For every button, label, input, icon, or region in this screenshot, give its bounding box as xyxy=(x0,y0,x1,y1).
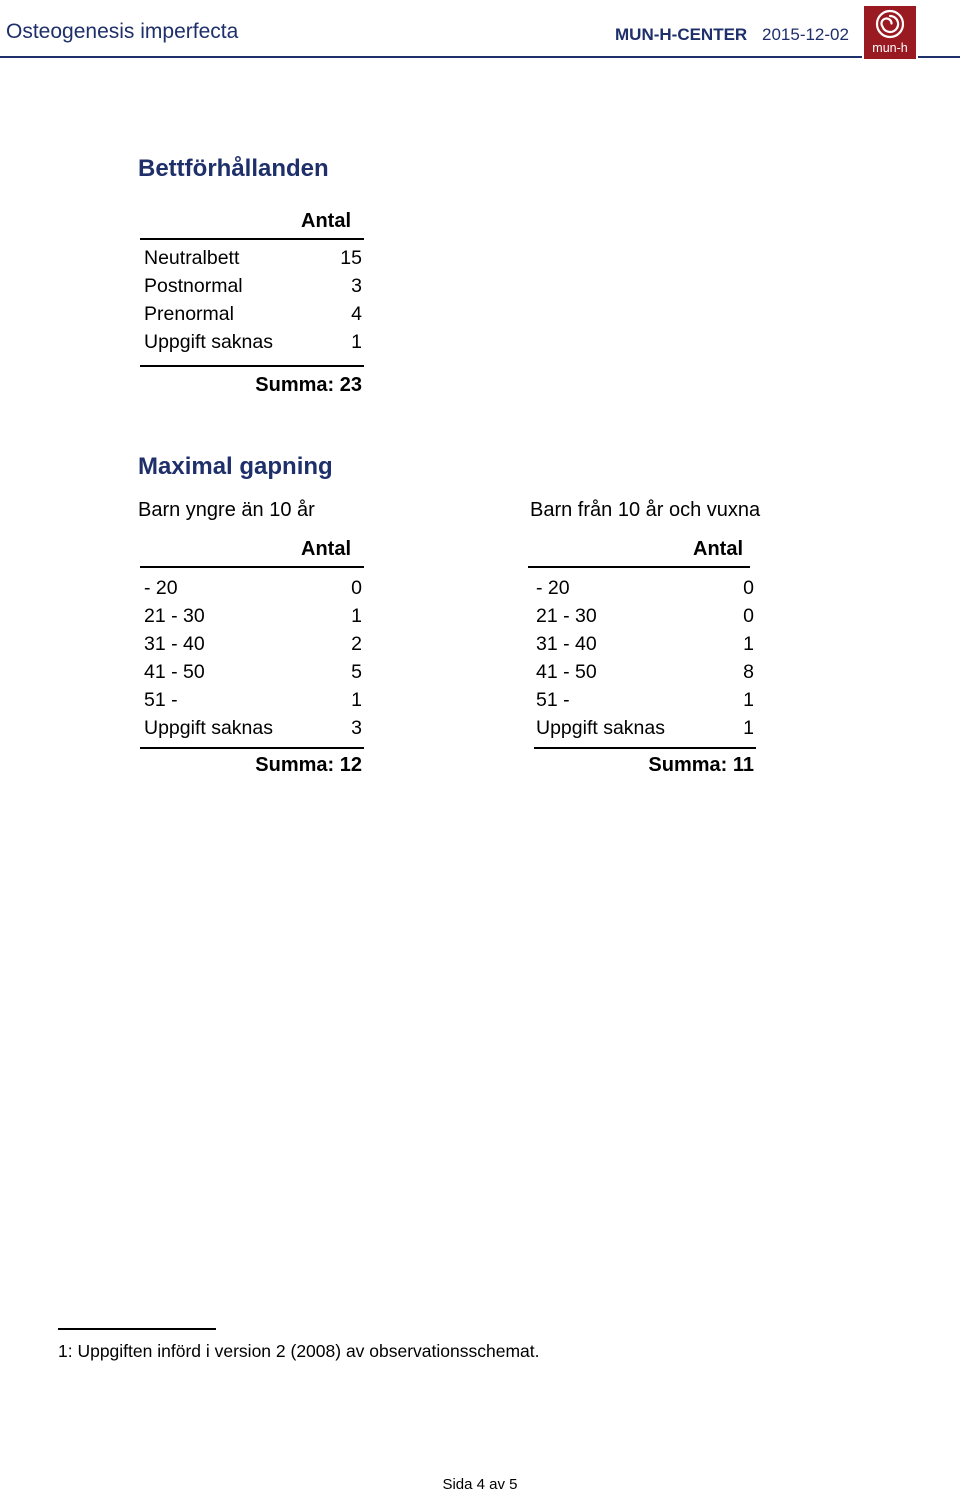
row-value: 3 xyxy=(351,275,362,297)
gapning-children-table xyxy=(138,536,364,781)
row-value: 3 xyxy=(351,717,362,739)
page-number: Sida 4 av 5 xyxy=(442,1476,518,1493)
table-sum-rule xyxy=(140,747,364,749)
row-label: Uppgift saknas xyxy=(144,331,273,353)
row-value: 1 xyxy=(743,717,754,739)
table-row xyxy=(530,658,756,686)
spiral-icon xyxy=(864,6,916,42)
gapning-adults-table xyxy=(530,536,756,781)
row-label: 41 - 50 xyxy=(144,661,205,683)
row-value: 0 xyxy=(351,577,362,599)
row-label: 21 - 30 xyxy=(144,605,205,627)
table-sum-rule xyxy=(140,365,364,367)
table-row xyxy=(138,574,364,602)
row-value: 0 xyxy=(743,605,754,627)
table-row xyxy=(530,574,756,602)
footnote: 1: Uppgiften införd i version 2 (2008) av observationsschemat. xyxy=(58,1341,540,1361)
table-sum-rule xyxy=(534,747,756,749)
table-row xyxy=(530,630,756,658)
table-row xyxy=(530,686,756,714)
row-label: Postnormal xyxy=(144,275,243,297)
row-value: 1 xyxy=(351,331,362,353)
table-row xyxy=(530,602,756,630)
table-row xyxy=(138,602,364,630)
row-value: 0 xyxy=(743,577,754,599)
subtitle-children: Barn yngre än 10 år xyxy=(138,499,315,521)
table-sum: Summa: 23 xyxy=(255,374,362,396)
row-value: 1 xyxy=(351,605,362,627)
table-row xyxy=(138,658,364,686)
table-header-rule xyxy=(140,566,364,568)
table-row xyxy=(138,272,364,300)
table-row xyxy=(138,328,364,356)
row-label: 21 - 30 xyxy=(536,605,597,627)
table-row xyxy=(138,300,364,328)
table-row xyxy=(138,686,364,714)
header-divider xyxy=(0,56,862,58)
row-label: 31 - 40 xyxy=(144,633,205,655)
footnote-rule xyxy=(58,1328,216,1330)
row-label: Neutralbett xyxy=(144,247,240,269)
table-header-rule xyxy=(140,238,364,240)
row-value: 5 xyxy=(351,661,362,683)
document-date: 2015-12-02 xyxy=(762,25,849,44)
column-header-antal: Antal xyxy=(301,538,351,560)
document-title: Osteogenesis imperfecta xyxy=(6,20,239,43)
section-heading-gapning: Maximal gapning xyxy=(138,453,333,480)
row-value: 2 xyxy=(351,633,362,655)
row-value: 4 xyxy=(351,303,362,325)
row-label: 51 - xyxy=(144,689,178,711)
bett-table xyxy=(138,206,364,406)
row-value: 15 xyxy=(340,247,362,269)
row-label: 51 - xyxy=(536,689,570,711)
row-value: 8 xyxy=(743,661,754,683)
row-value: 1 xyxy=(743,689,754,711)
table-row xyxy=(138,714,364,742)
table-header-rule xyxy=(528,566,750,568)
row-label: Uppgift saknas xyxy=(144,717,273,739)
table-row xyxy=(138,630,364,658)
row-label: - 20 xyxy=(144,577,178,599)
table-sum: Summa: 12 xyxy=(255,754,362,776)
row-value: 1 xyxy=(743,633,754,655)
row-label: 31 - 40 xyxy=(536,633,597,655)
row-label: - 20 xyxy=(536,577,570,599)
header-divider-right xyxy=(918,56,960,58)
mun-h-logo xyxy=(864,6,916,59)
subtitle-adults: Barn från 10 år och vuxna xyxy=(530,499,761,521)
row-label: Prenormal xyxy=(144,303,234,325)
row-label: Uppgift saknas xyxy=(536,717,665,739)
table-row xyxy=(530,714,756,742)
table-row xyxy=(138,244,364,272)
table-sum: Summa: 11 xyxy=(648,754,754,776)
logo-text: mun-h xyxy=(872,41,908,55)
column-header-antal: Antal xyxy=(301,210,351,232)
center-name: MUN-H-CENTER xyxy=(615,25,748,44)
row-label: 41 - 50 xyxy=(536,661,597,683)
section-heading-bett: Bettförhållanden xyxy=(138,155,329,182)
column-header-antal: Antal xyxy=(693,538,743,560)
row-value: 1 xyxy=(351,689,362,711)
